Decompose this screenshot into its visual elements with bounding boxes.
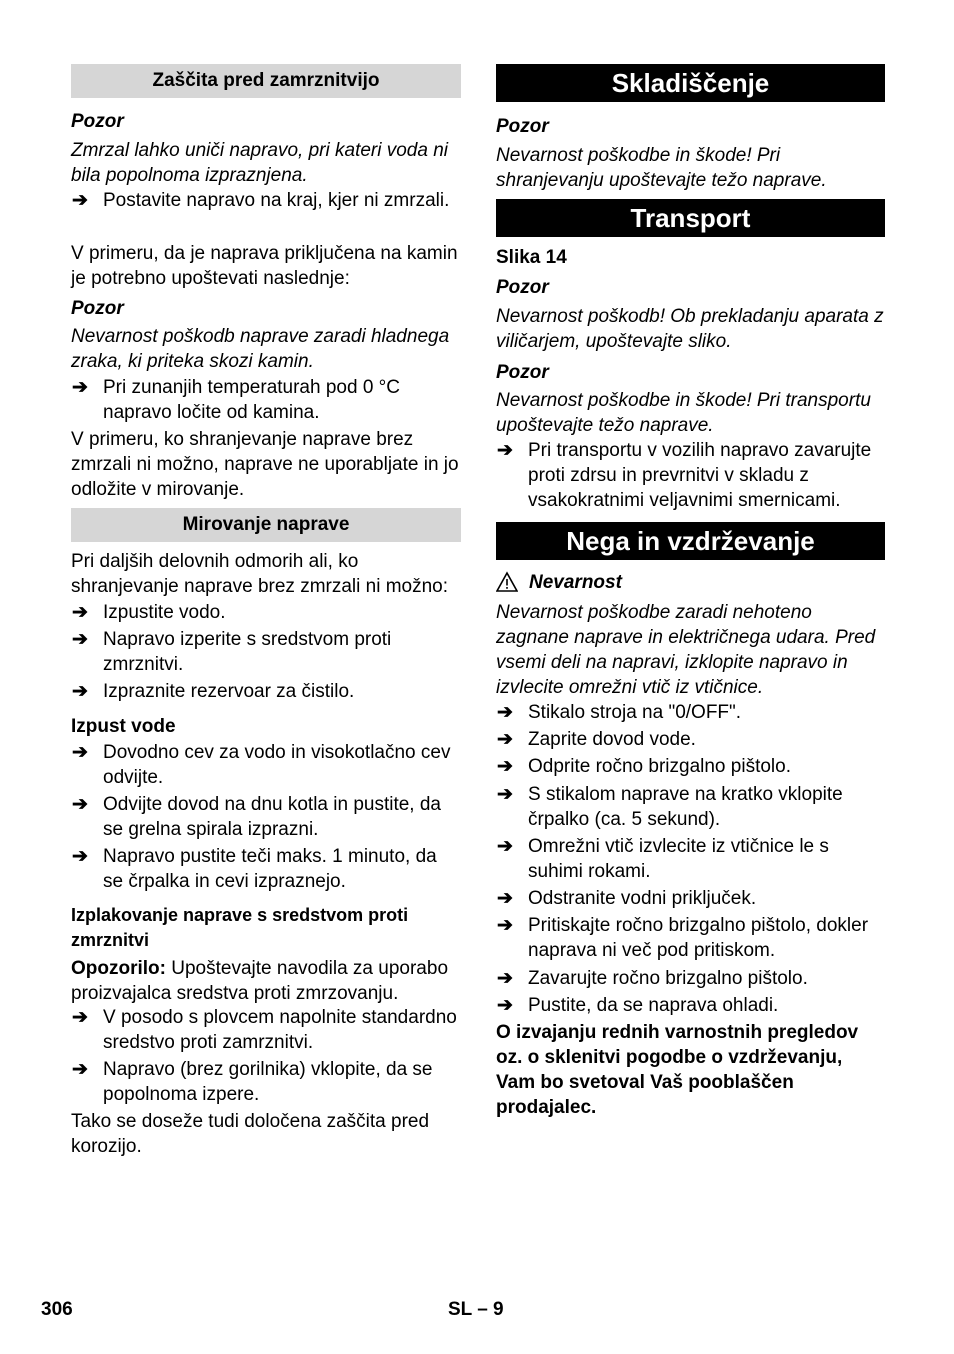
list-item: ➔ Zavarujte ročno brizgalno pištolo. (497, 968, 808, 989)
section-heading-maintenance: Nega in vzdrževanje (496, 522, 885, 560)
caution-text: Zmrzal lahko uniči napravo, pri kateri voda ni bila popolnoma izpraznjena. (71, 140, 449, 186)
arrow-right-icon: ➔ (497, 968, 513, 989)
note-paragraph (71, 956, 461, 1006)
arrow-right-icon: ➔ (72, 629, 88, 650)
arrow-right-icon: ➔ (72, 1059, 88, 1080)
arrow-right-icon: ➔ (497, 729, 513, 750)
arrow-right-icon: ➔ (72, 1007, 88, 1028)
caution-label: Pozor (496, 116, 549, 137)
arrow-right-icon: ➔ (72, 846, 88, 867)
arrow-right-icon: ➔ (497, 995, 513, 1016)
section-heading-frost-protection: Zaščita pred zamrznitvijo (71, 64, 461, 98)
language-page-label: SL – 9 (448, 1299, 504, 1320)
list-item: ➔ Dovodno cev za vodo in visokotlačno cev odvijte. (72, 742, 451, 788)
list-item: ➔ Odstranite vodni priključek. (497, 888, 757, 909)
caution-text: Nevarnost poškodb naprave zaradi hladnega zraka, ki priteka skozi kamin. (71, 326, 450, 372)
arrow-right-icon: ➔ (497, 784, 513, 805)
list-item: ➔ Stikalo stroja na "0/OFF". (497, 702, 742, 723)
list-item: ➔ Napravo (brez gorilnika) vklopite, da se popolnoma izpere. (72, 1059, 433, 1105)
caution-label: Pozor (71, 111, 124, 132)
list-item: ➔ Pustite, da se naprava ohladi. (497, 995, 779, 1016)
list-item: ➔ S stikalom naprave na kratko vklopite črpalko (ca. 5 sekund). (497, 784, 843, 830)
arrow-right-icon: ➔ (497, 702, 513, 723)
arrow-right-icon: ➔ (72, 681, 88, 702)
danger-label: Nevarnost (529, 572, 622, 593)
warning-triangle-icon (496, 570, 518, 595)
caution-label: Pozor (496, 277, 549, 298)
list-item: ➔ Zaprite dovod vode. (497, 729, 696, 750)
note-text: Upoštevajte navodila za uporabo proizvajalca sredstva proti zmrzovanju. (71, 958, 449, 1004)
subheading-antifreeze: Izplakovanje naprave s sredstvom proti zmrznitvi (71, 905, 409, 950)
page-number: 306 (41, 1299, 73, 1320)
arrow-right-icon: ➔ (497, 836, 513, 857)
section-heading-storage: Skladiščenje (496, 64, 885, 102)
section-heading-transport: Transport (496, 199, 885, 237)
paragraph: Tako se doseže tudi določena zaščita pred korozijo. (71, 1111, 430, 1157)
arrow-right-icon: ➔ (72, 602, 88, 623)
list-item: ➔ Pri transportu v vozilih napravo zavarujte proti zdrsu in prevrnitvi v skladu z vsakokratnimi veljavnimi smernicami. (497, 440, 872, 511)
list-item: ➔ Omrežni vtič izvlecite iz vtičnice le s suhimi rokami. (497, 836, 829, 882)
list-item: ➔ V posodo s plovcem napolnite standardno sredstvo proti zamrznitvi. (72, 1007, 457, 1053)
figure-reference: Slika 14 (496, 247, 567, 268)
list-item: ➔ Izpraznite rezervoar za čistilo. (72, 681, 355, 702)
arrow-right-icon: ➔ (72, 377, 88, 398)
arrow-right-icon: ➔ (497, 915, 513, 936)
caution-text: Nevarnost poškodb! Ob prekladanju aparata z viličarjem, upoštevajte sliko. (496, 306, 884, 352)
arrow-right-icon: ➔ (497, 440, 513, 461)
arrow-right-icon: ➔ (72, 742, 88, 763)
paragraph: V primeru, da je naprava priključena na kamin je potrebno upoštevati naslednje: (71, 243, 458, 289)
list-item: ➔ Pritiskajte ročno brizgalno pištolo, dokler naprava ni več pod pritiskom. (497, 915, 869, 961)
caution-label: Pozor (71, 298, 124, 319)
list-item: ➔ Napravo pustite teči maks. 1 minuto, da se črpalka in cevi izpraznejo. (72, 846, 437, 892)
list-item: ➔ Izpustite vodo. (72, 602, 226, 623)
paragraph: Pri daljših delovnih odmorih ali, ko shranjevanje naprave brez zmrzali ni možno: (71, 551, 449, 597)
arrow-right-icon: ➔ (72, 794, 88, 815)
dealer-advice: O izvajanju rednih varnostnih pregledov oz. o sklenitvi pogodbe o vzdrževanju, Vam bo svetoval Vaš pooblaščen prodajalec. (496, 1022, 859, 1118)
danger-text: Nevarnost poškodbe zaradi nehoteno zagnane naprave in električnega udara. Pred vsemi deli na napravi, izklopite napravo in izvlecite omrežni vtič iz vtičnice. (496, 602, 876, 698)
list-item: ➔ Napravo izperite s sredstvom proti zmrznitvi. (72, 629, 392, 675)
paragraph: V primeru, ko shranjevanje naprave brez zmrzali ni možno, naprave ne uporabljate in jo odložite v mirovanje. (71, 429, 459, 500)
list-item: ➔ Odprite ročno brizgalno pištolo. (497, 756, 791, 777)
arrow-right-icon: ➔ (72, 190, 88, 211)
list-item: ➔ Odvijte dovod na dnu kotla in pustite, da se grelna spirala izprazni. (72, 794, 442, 840)
danger-label-row (496, 570, 885, 595)
list-item: ➔ Postavite napravo na kraj, kjer ni zmrzali. (72, 190, 450, 211)
section-heading-idle: Mirovanje naprave (71, 508, 461, 542)
note-label: Opozorilo: (71, 958, 166, 979)
arrow-right-icon: ➔ (497, 756, 513, 777)
list-item: ➔ Pri zunanjih temperaturah pod 0 °C napravo ločite od kamina. (72, 377, 400, 423)
arrow-right-icon: ➔ (497, 888, 513, 909)
subheading-drain: Izpust vode (71, 716, 176, 737)
caution-label: Pozor (496, 362, 549, 383)
caution-text: Nevarnost poškodbe in škode! Pri shranjevanju upoštevajte težo naprave. (496, 145, 827, 191)
caution-text: Nevarnost poškodbe in škode! Pri transportu upoštevajte težo naprave. (496, 390, 871, 436)
